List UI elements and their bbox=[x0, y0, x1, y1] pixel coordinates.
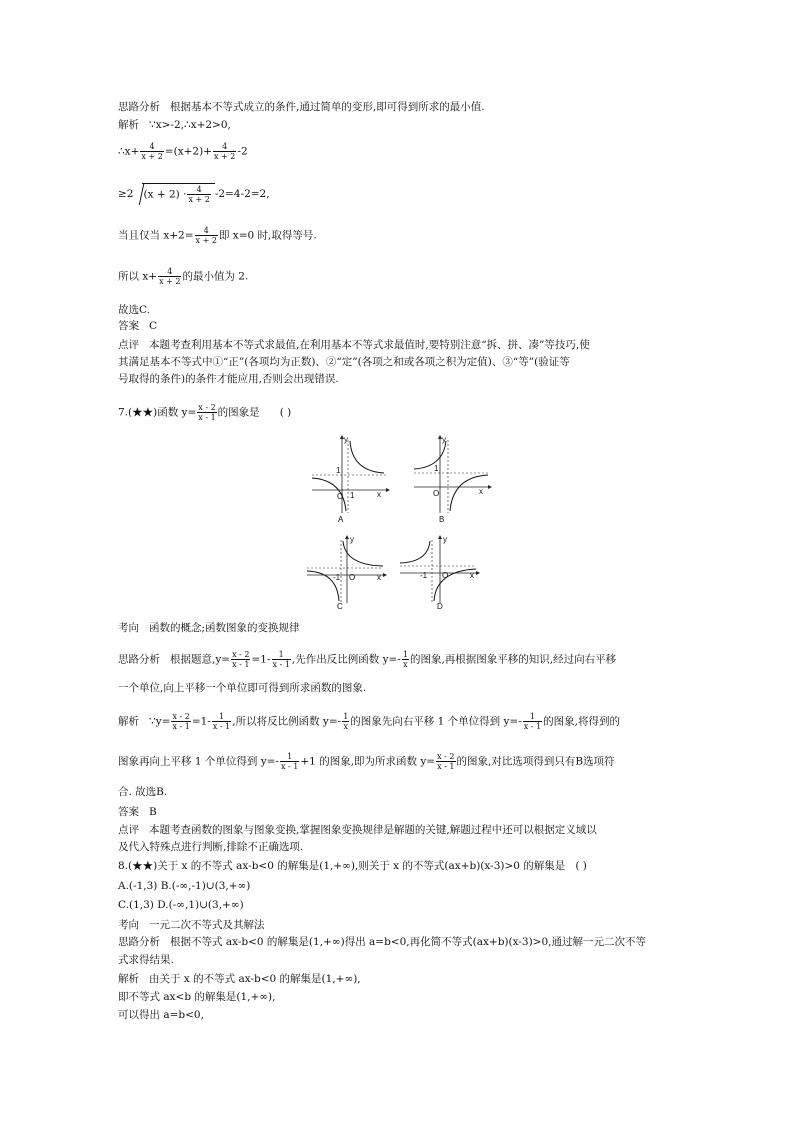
analysis-line: 一个单位,向上平移一个单位即可得到所求函数的图象. bbox=[118, 682, 367, 694]
solution-line bbox=[118, 752, 615, 771]
analysis-text: 根据基本不等式成立的条件,通过简单的变形,即可得到所求的最小值. bbox=[170, 101, 485, 113]
section-label: 答案 bbox=[118, 806, 139, 818]
answer-value: B bbox=[149, 806, 157, 818]
section-label: 解析 bbox=[118, 973, 139, 985]
comment-text: 本题考查函数的图象与图象变换,掌握图象变换规律是解题的关键,解题过程中还可以根据定义域以 bbox=[149, 824, 597, 836]
comment-line: 其满足基本不等式中①“正”(各项均为正数)、②“定”(各项之和或各项之积为定值)、③“等”(验证等 bbox=[118, 356, 570, 368]
denominator: x - 1 bbox=[280, 762, 299, 771]
eq-text: =1- bbox=[251, 653, 271, 666]
fraction bbox=[272, 650, 291, 669]
denominator: x + 2 bbox=[195, 236, 217, 245]
eq-text: ≥2 bbox=[118, 188, 134, 200]
numerator: 4 bbox=[222, 142, 228, 151]
section-label: 思路分析 bbox=[118, 101, 160, 113]
graph-c bbox=[305, 535, 389, 625]
numerator: x - 2 bbox=[172, 712, 190, 721]
fraction bbox=[158, 267, 181, 286]
eq-text: 的图象,再根据图象平移的知识,经过向右平移 bbox=[409, 653, 617, 666]
fraction bbox=[171, 712, 190, 731]
denominator: x - 1 bbox=[523, 722, 542, 731]
option-label: C bbox=[337, 602, 343, 611]
analysis-line bbox=[118, 650, 616, 669]
tick-label: 1 bbox=[434, 464, 439, 473]
eq-text: ∴x+ bbox=[118, 145, 140, 158]
conclusion-line bbox=[118, 267, 248, 286]
denominator: x - 1 bbox=[172, 722, 190, 731]
denominator: x + 2 bbox=[159, 277, 181, 286]
eq-text: 所以 x+ bbox=[118, 270, 158, 283]
fraction bbox=[402, 650, 409, 669]
question-8 bbox=[118, 859, 587, 873]
comment-line bbox=[118, 338, 590, 352]
solution-line bbox=[118, 118, 231, 132]
inequality-line bbox=[118, 183, 270, 205]
y-axis-label: y bbox=[350, 535, 354, 544]
section-label: 答案 bbox=[118, 320, 139, 332]
denominator: x + 2 bbox=[188, 195, 210, 204]
eq-text: =1- bbox=[191, 715, 211, 728]
option-row: C.(1,3) D.(-∞,1)∪(3,+∞) bbox=[118, 899, 244, 911]
y-axis-label: y bbox=[443, 535, 447, 544]
numerator: 1 bbox=[402, 650, 408, 659]
graph-b bbox=[412, 435, 492, 525]
answer-paren: ( ) bbox=[279, 406, 292, 419]
eq-text: 的图象,对比选项得到只有B选项符 bbox=[456, 755, 615, 768]
option-row: A.(-1,3) B.(-∞,-1)∪(3,+∞) bbox=[118, 880, 251, 892]
fraction bbox=[195, 226, 218, 245]
solution-text: ∵x>-2,∴x+2>0, bbox=[149, 119, 231, 131]
eq-text: ,先作出反比例函数 y=- bbox=[291, 653, 401, 666]
numerator: 1 bbox=[278, 650, 284, 659]
origin-label: O bbox=[337, 492, 344, 501]
y-axis-label: y bbox=[442, 435, 446, 444]
numerator: 4 bbox=[167, 267, 173, 276]
section-label: 考向 bbox=[118, 919, 139, 931]
comment-text: 本题考查利用基本不等式求最值,在利用基本不等式求最值时,要特别注意“拆、拼、凑”等技巧,使 bbox=[149, 339, 590, 351]
topic-line bbox=[118, 621, 300, 635]
section-label: 点评 bbox=[118, 824, 139, 836]
solution-line: 可以得出 a=b<0, bbox=[118, 1009, 204, 1021]
denominator: x - 1 bbox=[232, 660, 250, 669]
tick-label: -1 bbox=[333, 573, 341, 582]
option-label: B bbox=[439, 515, 445, 524]
denominator: x - 1 bbox=[212, 722, 231, 731]
answer-line bbox=[118, 319, 157, 333]
solution-line bbox=[118, 712, 620, 731]
comment-line: 号取得的条件)的条件才能应用,否则会出现错误. bbox=[118, 373, 339, 385]
analysis-line: 式求得结果. bbox=[118, 954, 174, 966]
option-label: A bbox=[338, 515, 344, 524]
numerator: 4 bbox=[203, 226, 209, 235]
eq-text: ,所以将反比例函数 y=- bbox=[232, 715, 342, 728]
fraction bbox=[212, 712, 231, 731]
eq-text: 的图象,将得到的 bbox=[543, 715, 621, 728]
denominator: x - 1 bbox=[198, 413, 216, 422]
solution-text: 由关于 x 的不等式 ax-b<0 的解集是(1,+∞), bbox=[149, 973, 361, 985]
eq-text: 当且仅当 x+2= bbox=[118, 229, 194, 242]
origin-label: O bbox=[349, 573, 356, 582]
section-label: 解析 bbox=[118, 715, 139, 728]
numerator: x - 2 bbox=[232, 650, 250, 659]
graph-d bbox=[398, 535, 482, 625]
fraction bbox=[197, 403, 216, 422]
solution-line: 即不等式 ax<b 的解集是(1,+∞), bbox=[118, 991, 276, 1003]
option-label: D bbox=[437, 602, 443, 611]
x-axis-label: x bbox=[470, 571, 474, 580]
equation-line bbox=[118, 142, 248, 161]
section-label: 思路分析 bbox=[118, 653, 160, 666]
answer-value: C bbox=[149, 320, 158, 332]
x-axis-label: x bbox=[377, 573, 381, 582]
answer-paren: ( ) bbox=[575, 860, 587, 872]
numerator: 1 bbox=[343, 712, 349, 721]
eq-text: 的图象先向右平移 1 个单位得到 y=- bbox=[350, 715, 522, 728]
origin-label: O bbox=[433, 489, 440, 498]
fraction bbox=[342, 712, 349, 731]
origin-label: O bbox=[442, 571, 449, 580]
eq-text: 根据题意,y= bbox=[170, 653, 231, 666]
eq-text: -2 bbox=[237, 145, 248, 158]
numerator: 1 bbox=[219, 712, 225, 721]
denominator: x bbox=[343, 722, 348, 731]
equality-line bbox=[118, 226, 317, 245]
question-7 bbox=[118, 403, 291, 422]
eq-text: 即 x=0 时,取得等号. bbox=[218, 229, 317, 242]
topic-line bbox=[118, 918, 265, 932]
radicand: (x + 2) · bbox=[143, 188, 187, 201]
eq-text: 图象再向上平移 1 个单位得到 y=- bbox=[118, 755, 279, 768]
eq-text: -2=4-2=2, bbox=[214, 188, 270, 200]
fraction bbox=[523, 712, 542, 731]
fraction bbox=[213, 142, 236, 161]
question-text: 7.(★★)函数 y= bbox=[118, 406, 197, 419]
question-text: 的图象是 bbox=[217, 406, 260, 419]
denominator: x bbox=[403, 660, 408, 669]
x-axis-label: x bbox=[479, 487, 483, 496]
choice-line: 合. 故选B. bbox=[118, 786, 168, 798]
fraction bbox=[280, 752, 299, 771]
eq-text: ∵y= bbox=[149, 715, 171, 728]
numerator: x - 2 bbox=[198, 403, 216, 412]
section-label: 点评 bbox=[118, 339, 139, 351]
denominator: x + 2 bbox=[214, 152, 236, 161]
choice-line: 故选C. bbox=[118, 304, 150, 316]
topic-text: 一元二次不等式及其解法 bbox=[149, 919, 265, 931]
numerator: x - 2 bbox=[437, 752, 455, 761]
x-axis-label: x bbox=[377, 490, 381, 499]
analysis-line bbox=[118, 935, 646, 949]
y-axis-label: y bbox=[344, 435, 348, 444]
answer-line bbox=[118, 805, 157, 819]
numerator: 1 bbox=[529, 712, 536, 721]
fraction bbox=[187, 185, 210, 204]
denominator: x + 2 bbox=[141, 152, 163, 161]
section-label: 解析 bbox=[118, 119, 139, 131]
section-label: 思路分析 bbox=[118, 936, 160, 948]
numerator: 4 bbox=[196, 185, 202, 194]
tick-label: -1 bbox=[420, 571, 428, 580]
analysis-line bbox=[118, 100, 485, 114]
sqrt bbox=[133, 183, 214, 205]
tick-label: 1 bbox=[336, 466, 341, 475]
fraction bbox=[436, 752, 455, 771]
denominator: x - 1 bbox=[272, 660, 290, 669]
numerator: 4 bbox=[149, 142, 155, 151]
topic-text: 函数的概念;函数图象的变换规律 bbox=[149, 622, 300, 634]
graph-a bbox=[310, 435, 390, 525]
eq-text: +1 的图象,即为所求函数 y= bbox=[300, 755, 436, 768]
fraction bbox=[140, 142, 163, 161]
comment-line bbox=[118, 823, 597, 837]
fraction bbox=[231, 650, 250, 669]
tick-label: 1 bbox=[350, 491, 355, 500]
question-text: 8.(★★)关于 x 的不等式 ax-b<0 的解集是(1,+∞),则关于 x 的不等式(ax+b)(x-3)>0 的解集是 bbox=[118, 860, 566, 872]
denominator: x - 1 bbox=[437, 762, 455, 771]
analysis-text: 根据不等式 ax-b<0 的解集是(1,+∞)得出 a=b<0,再化简不等式(ax+b)(x-3)>0,通过解一元二次不等 bbox=[170, 936, 646, 948]
eq-text: 的最小值为 2. bbox=[182, 270, 249, 283]
comment-line: 及代入特殊点进行判断,排除不正确选项. bbox=[118, 841, 304, 853]
eq-text: =(x+2)+ bbox=[164, 145, 212, 158]
numerator: 1 bbox=[287, 752, 293, 761]
solution-line bbox=[118, 972, 361, 986]
section-label: 考向 bbox=[118, 622, 139, 634]
